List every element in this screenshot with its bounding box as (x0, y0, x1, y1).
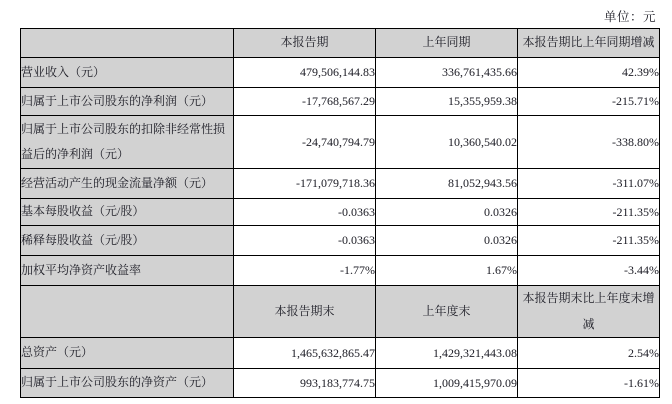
corner-cell (21, 29, 234, 58)
prior-value: 1.67% (376, 256, 518, 286)
current-value: -0.0363 (234, 226, 376, 256)
header-period-end-change: 本报告期末比上年度末增减 (518, 286, 660, 338)
current-value: -171,079,718.36 (234, 169, 376, 199)
table-row-total-assets (21, 338, 660, 369)
current-value: -17,768,567.29 (234, 88, 376, 116)
table-row-net-assets (21, 369, 660, 398)
table-row-revenue (21, 58, 660, 88)
metric-label: 总资产（元） (21, 338, 234, 369)
metric-label: 归属于上市公司股东的扣除非经常性损益后的净利润（元） (21, 116, 234, 169)
metric-label: 基本每股收益（元/股） (21, 199, 234, 226)
change-value: -211.35% (518, 199, 660, 226)
current-value: -0.0363 (234, 199, 376, 226)
table-row-diluted-eps (21, 226, 660, 256)
header-current-period-end: 本报告期末 (234, 286, 376, 338)
metric-label: 加权平均净资产收益率 (21, 256, 234, 286)
change-value: -211.35% (518, 226, 660, 256)
metric-label: 稀释每股收益（元/股） (21, 226, 234, 256)
change-value: 42.39% (518, 58, 660, 88)
metric-label: 营业收入（元） (21, 58, 234, 88)
header-prior-year-end: 上年度末 (376, 286, 518, 338)
unit-label: 单位：元 (603, 10, 656, 24)
end-of-period-header-row (21, 286, 660, 338)
prior-value: 336,761,435.66 (376, 58, 518, 88)
table-row-weighted-avg-roe (21, 256, 660, 286)
header-current-period: 本报告期 (234, 29, 376, 58)
corner-cell (21, 286, 234, 338)
prior-value: 0.0326 (376, 199, 518, 226)
table-row-operating-cash-flow (21, 169, 660, 199)
prior-value: 1,009,415,970.09 (376, 369, 518, 398)
table-row-basic-eps (21, 199, 660, 226)
change-value: 2.54% (518, 338, 660, 369)
current-value: -1.77% (234, 256, 376, 286)
change-value: -311.07% (518, 169, 660, 199)
prior-value: 1,429,321,443.08 (376, 338, 518, 369)
current-value: -24,740,794.79 (234, 116, 376, 169)
current-value: 479,506,144.83 (234, 58, 376, 88)
prior-value: 10,360,540.02 (376, 116, 518, 169)
change-value: -215.71% (518, 88, 660, 116)
change-value: -1.61% (518, 369, 660, 398)
metric-label: 经营活动产生的现金流量净额（元） (21, 169, 234, 199)
table-row-net-profit-excl-nonrecurring (21, 116, 660, 169)
change-value: -338.80% (518, 116, 660, 169)
current-value: 993,183,774.75 (234, 369, 376, 398)
prior-value: 0.0326 (376, 226, 518, 256)
header-prior-period: 上年同期 (376, 29, 518, 58)
metric-label: 归属于上市公司股东的净利润（元） (21, 88, 234, 116)
header-period-change: 本报告期比上年同期增减 (518, 29, 660, 58)
prior-value: 81,052,943.56 (376, 169, 518, 199)
metric-label: 归属于上市公司股东的净资产（元） (21, 369, 234, 398)
table-row-net-profit (21, 88, 660, 116)
change-value: -3.44% (518, 256, 660, 286)
period-header-row (21, 29, 660, 58)
current-value: 1,465,632,865.47 (234, 338, 376, 369)
financial-summary-table (20, 28, 660, 398)
prior-value: 15,355,959.38 (376, 88, 518, 116)
